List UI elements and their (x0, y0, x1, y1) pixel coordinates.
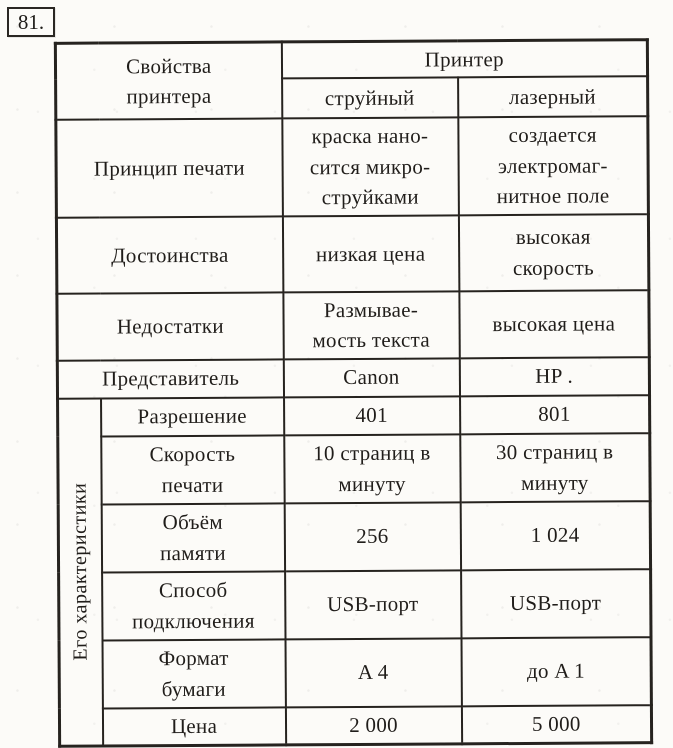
exercise-number-badge (7, 7, 55, 37)
cell-advantages-laser: высокая скорость (458, 214, 648, 291)
cell-memory-inkjet: 256 (284, 502, 460, 571)
row-label-connection: Способ подключения (102, 571, 285, 640)
cell-price-inkjet: 2 000 (285, 706, 461, 745)
cell-print-principle-laser: создается электромаг- нитное поле (458, 117, 649, 215)
cell-disadvantages-laser: высокая цена (459, 290, 649, 358)
cell-advantages-inkjet: низкая цена (282, 215, 458, 292)
row-label-print-principle: Принцип печати (56, 119, 283, 218)
table-row (58, 433, 650, 505)
cell-print-speed-laser: 30 страниц в минуту (460, 433, 650, 502)
table-row (56, 214, 648, 294)
row-label-representative: Представитель (57, 359, 283, 398)
cell-disadvantages-inkjet: Размывае- мость текста (283, 291, 459, 359)
header-inkjet: струйный (282, 78, 458, 119)
cell-resolution-laser: 801 (460, 395, 650, 434)
table-row (59, 705, 651, 747)
row-label-print-speed: Скорость печати (101, 435, 284, 504)
table-row (57, 290, 649, 360)
cell-paper-format-laser: до A 1 (461, 637, 651, 706)
table-row (59, 637, 651, 709)
printer-comparison-table (54, 38, 653, 748)
cell-memory-laser: 1 024 (460, 501, 650, 570)
cell-connection-laser: USB-порт (461, 569, 651, 638)
row-label-paper-format: Формат бумаги (102, 639, 285, 708)
table-row (56, 117, 649, 218)
exercise-number: 81. (17, 9, 45, 34)
header-printer: Принтер (281, 40, 647, 79)
cell-representative-laser: HP . (459, 357, 649, 396)
cell-print-principle-inkjet: краска нано- сится микро- струйками (282, 118, 459, 216)
cell-price-laser: 5 000 (461, 705, 651, 744)
cell-print-speed-inkjet: 10 страниц в минуту (284, 434, 460, 503)
table-row (59, 569, 651, 641)
cell-connection-inkjet: USB-порт (285, 570, 461, 639)
table-row (55, 40, 647, 81)
characteristics-group-label: Его характеристики (68, 483, 92, 662)
row-label-price: Цена (102, 707, 285, 746)
cell-resolution-inkjet: 401 (284, 396, 460, 435)
table-row (58, 395, 650, 437)
row-label-memory: Объём памяти (101, 503, 284, 572)
header-properties: Свойства принтера (55, 42, 281, 120)
cell-paper-format-inkjet: A 4 (285, 638, 461, 707)
cell-representative-inkjet: Canon (283, 358, 459, 397)
row-label-resolution: Разрешение (101, 397, 284, 436)
table-row (58, 501, 650, 573)
row-label-advantages: Достоинства (56, 216, 282, 293)
row-label-disadvantages: Недостатки (57, 292, 283, 360)
header-laser: лазерный (458, 77, 648, 118)
table-row (57, 357, 649, 399)
characteristics-group-cell (58, 398, 103, 746)
